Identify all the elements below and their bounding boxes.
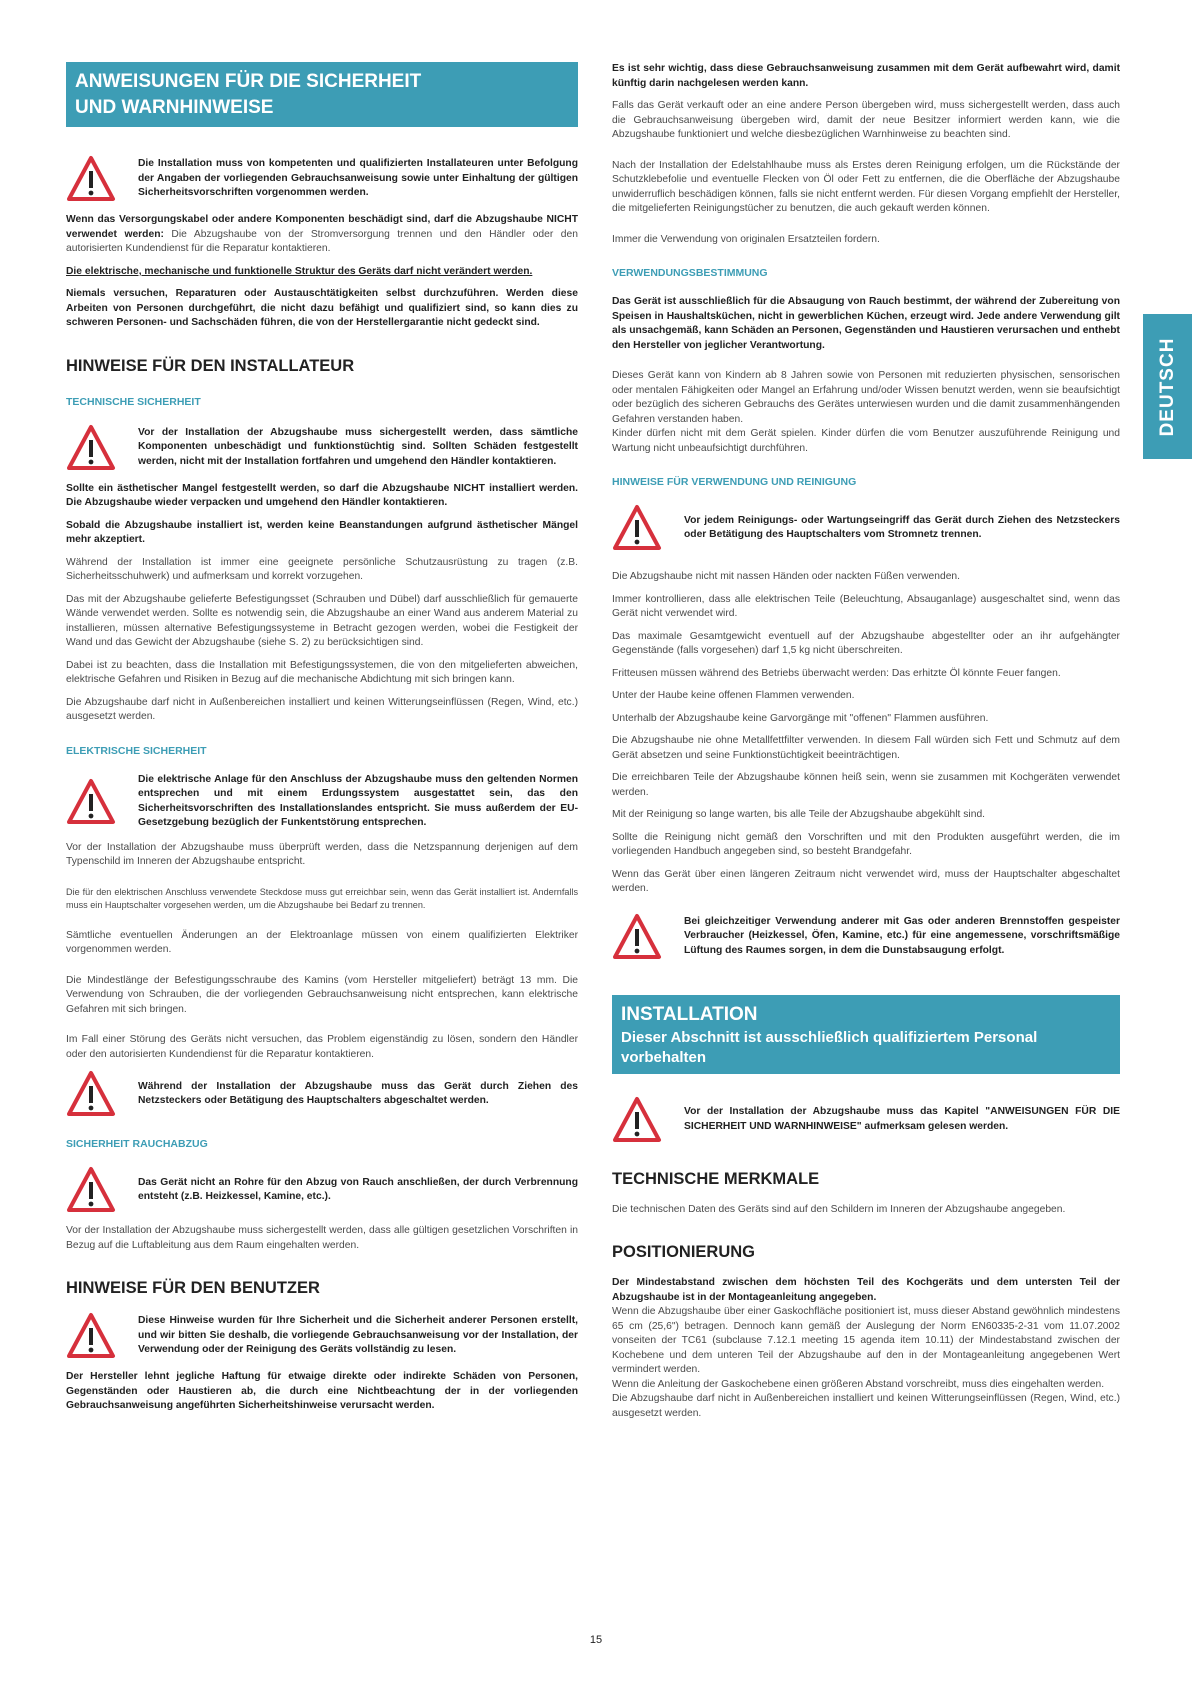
paragraph: Es ist sehr wichtig, dass diese Gebrauchsanweisung zusammen mit dem Gerät aufbewahrt wird, damit künftig darin nachgelesen werden kann. [612,63,1120,89]
warning-block [66,1166,578,1214]
warning-text: Bei gleichzeitiger Verwendung anderer mit Gas oder anderen Brennstoffen gespeister Verbraucher (Heizkessel, Öfen, Kamine, etc.) für eine angemessene, vorschriftsmäßige Lüftung des Raumes sorgen, in dem die Dunstabsaugung erfolgt. [684,915,1120,956]
paragraph: Der Mindestabstand zwischen dem höchsten Teil des Kochgeräts und dem untersten Teil der Abzugshaube ist in der Montageanleitung angegeben. [612,1277,1120,1303]
paragraph: Die Mindestlänge der Befestigungsschraube des Kamins (vom Hersteller mitgeliefert) beträgt 13 mm. Die Verwendung von Schrauben, die der vorliegenden Gebrauchsanweisung nicht entsprechen, kann elektrische Gefahren mit sich bringen. [66,974,578,1015]
paragraph: Wenn die Abzugshaube über einer Gaskochfläche positioniert ist, muss dieser Abstand gewöhnlich mindestens 65 cm (25,6") betragen. Dennoch kann gemäß der Auslegung der Norm EN60335-2-31 vom 11.07.2002 vonseiten der TC61 (subclause 7.12.1 meeting 15 agenda item 10.11) der Mindestabstand zwischen der Kochebene und dem unteren Teil der Abzugshaube auf den in der Montageanleitung angegebenen Wert vermindert werden. [612,1306,1120,1375]
warning-block [66,1312,578,1360]
warning-block [66,773,578,831]
paragraph: Das Gerät ist ausschließlich für die Absaugung von Rauch bestimmt, der während der Zubereitung von Speisen in Haushaltsküchen, nicht in gewerblichen Küchen, erzeugt wird. Jede andere Verwendung gilt als unsachgemäß, kann Schäden an Personen, Gegenständen und Haustieren verursachen und enthebt den Hersteller von jeglicher Verantwortung. [612,296,1120,351]
banner-title-line2: UND WARNHINWEISE [75,97,274,118]
warning-triangle-icon [66,155,116,203]
banner-title: INSTALLATION [621,1003,758,1025]
warning-block [66,1070,578,1118]
safety-banner [66,62,578,127]
language-tab-label: DEUTSCH [1156,337,1178,436]
paragraph: Immer kontrollieren, dass alle elektrischen Teile (Beleuchtung, Absauganlage) ausgeschaltet sind, wenn das Gerät nicht verwendet wird. [612,593,1120,619]
warning-block [612,504,1120,552]
subsection-heading: VERWENDUNGSBESTIMMUNG [612,267,768,279]
warning-text: Diese Hinweise wurden für Ihre Sicherheit und die Sicherheit anderer Personen erstellt, und wir bitten Sie deshalb, die vorliegende Gebrauchsanweisung vor der Installation, der Verwendung oder der Reinigung des Geräts vollständig zu lesen. [138,1315,578,1356]
warning-triangle-icon [612,913,662,961]
warning-text: Während der Installation der Abzugshaube muss das Gerät durch Ziehen des Netzsteckers oder Betätigung des Hauptschalters abgeschaltet werden. [138,1080,578,1106]
warning-triangle-icon [66,1070,116,1118]
section-heading: HINWEISE FÜR DEN BENUTZER [66,1279,320,1297]
bold-lead: Wenn das Versorgungskabel oder andere Komponenten beschädigt sind, darf die Abzugshaube NICHT verwendet werden: [66,214,578,240]
paragraph: Der Hersteller lehnt jegliche Haftung für etwaige direkte oder indirekte Schäden von Personen, Gegenständen oder Haustieren ab, die durch eine Nichtbeachtung der in der vorliegenden Gebrauchsanweisung angeführten Sicherheitshinweise verursacht werden. [66,1371,578,1411]
warning-triangle-icon [66,424,116,472]
warning-text: Die elektrische Anlage für den Anschluss der Abzugshaube muss den geltenden Normen entsprechen und mit einem Erdungssystem ausgestattet sein, das den Sicherheitsvorschriften des Installationslandes entspricht. Sie muss außerdem der EU-Gesetzgebung bezüglich der Funkentstörung entsprechen. [138,773,578,828]
warning-block [612,1096,1120,1144]
warning-block [66,424,578,472]
paragraph: Vor der Installation der Abzugshaube muss überprüft werden, dass die Netzspannung derjenigen auf dem Typenschild im Inneren der Abzugshaube entspricht. [66,841,578,867]
paragraph: Immer die Verwendung von originalen Ersatzteilen fordern. [612,233,880,245]
warning-text: Vor jedem Reinigungs- oder Wartungseingriff das Gerät durch Ziehen des Netzsteckers oder Betätigung des Hauptschalters vom Stromnetz trennen. [684,514,1120,540]
paragraph: Vor der Installation der Abzugshaube muss sichergestellt werden, dass alle gültigen gesetzlichen Vorschriften in Bezug auf die Luftableitung aus dem Raum eingehalten werden. [66,1225,578,1251]
paragraph: Unterhalb der Abzugshaube keine Garvorgänge mit "offenen" Flammen ausführen. [612,712,989,724]
warning-block [66,155,578,203]
paragraph: Nach der Installation der Edelstahlhaube muss als Erstes deren Reinigung erfolgen, um die Rückstände der Schutzklebefolie und eventuelle Flecken von Öl oder Fett zu entfernen, die die Oberfläche der Abzugshaube unwiderruflich beschädigen können, falls sie nicht entfernt werden. Für diesen Vorgang empfiehlt der Hersteller, die mitgelieferten Reinigungstücher zu benutzen, die auch gekauft werden können. [612,159,1120,214]
paragraph: Die Abzugshaube darf nicht in Außenbereichen installiert und keinen Witterungseinflüssen (Regen, Wind, etc.) ausgesetzt werden. [66,696,578,722]
paragraph: Sollte die Reinigung nicht gemäß den Vorschriften und mit den Produkten ausgeführt werden, die im vorliegenden Handbuch angegeben sind, so besteht Brandgefahr. [612,831,1120,857]
banner-subtitle: Dieser Abschnitt ist ausschließlich qualifiziertem Personal vorbehalten [621,1028,1038,1066]
warning-triangle-icon [66,1166,116,1214]
section-heading: HINWEISE FÜR DEN INSTALLATEUR [66,356,355,375]
warning-triangle-icon [66,778,116,826]
warning-text: Vor der Installation der Abzugshaube muss sichergestellt werden, dass sämtliche Komponenten unbeschädigt und funktionstüchtig sind. Sollten Schäden festgestellt werden, nicht mit der Installation fortfahren und umgehend den Händler kontaktieren. [138,426,578,467]
warning-triangle-icon [66,1312,116,1360]
paragraph: Die Abzugshaube darf nicht in Außenbereichen installiert und keinen Witterungseinflüssen (Regen, Wind, etc.) ausgesetzt werden. [612,1393,1120,1419]
paragraph: Wenn das Gerät über einen längeren Zeitraum nicht verwendet wird, muss der Hauptschalter abgeschaltet werden. [612,868,1120,894]
paragraph: Wenn die Anleitung der Gaskochebene einen größeren Abstand vorschreibt, muss dies eingehalten werden. [612,1378,1105,1390]
paragraph-rest: Die Abzugshaube von der Stromversorgung trennen und den Händler oder den autorisierten Kundendienst für die Reparatur kontaktieren. [66,228,578,254]
paragraph: Sämtliche eventuellen Änderungen an der Elektroanlage müssen von einem qualifizierten Elektriker vorgenommen werden. [66,929,578,955]
page-number: 15 [589,1634,603,1646]
right-column [612,62,1120,1429]
warning-text: Das Gerät nicht an Rohre für den Abzug von Rauch anschließen, der durch Verbrennung entsteht (z.B. Heizkessel, Kamine, etc.). [138,1176,578,1202]
subsection-heading: ELEKTRISCHE SICHERHEIT [66,744,207,757]
paragraph: Die technischen Daten des Geräts sind auf den Schildern im Inneren der Abzugshaube angegeben. [612,1203,1066,1215]
paragraph: Das maximale Gesamtgewicht eventuell auf der Abzugshaube abgestellter oder an ihr aufgehängter Gegenstände (falls vorgesehen) darf 1,5 kg nicht überschreiten. [612,630,1120,656]
subsection-heading: TECHNISCHE SICHERHEIT [66,395,201,408]
paragraph: Die Abzugshaube nicht mit nassen Händen oder nackten Füßen verwenden. [612,571,961,582]
paragraph: Die Abzugshaube nie ohne Metallfettfilter verwenden. In diesem Fall würden sich Fett und Schmutz auf dem Gerät absetzen und seine Funktionstüchtigkeit beeinträchtigen. [612,735,1120,761]
subsection-heading: HINWEISE FÜR VERWENDUNG UND REINIGUNG [612,476,857,488]
language-tab [1143,314,1192,459]
paragraph: Falls das Gerät verkauft oder an eine andere Person übergeben wird, muss sichergestellt werden, dass auch die Gebrauchsanweisung übergeben wird, damit der neue Besitzer informiert werden kann, wie die Abzugshaube funktioniert und welche diesbezüglichen Warnhinweise zu beachten sind. [612,100,1120,140]
warning-block [612,913,1120,961]
banner-title-line1: ANWEISUNGEN FÜR DIE SICHERHEIT [75,71,422,92]
paragraph: Sobald die Abzugshaube installiert ist, werden keine Beanstandungen aufgrund ästhetischer Mängel mehr akzeptiert. [66,519,578,545]
paragraph: Das mit der Abzugshaube gelieferte Befestigungsset (Schrauben und Dübel) darf ausschließlich für gemauerte Wände verwendet werden. Sollte es notwendig sein, die Abzugshaube an einer Wand aus anderem Material zu installieren, müssen alternative Befestigungssysteme in Betracht gezogen werden, wobei die Festigkeit der Wand und das Gewicht der Abzugshaube (siehe S. 2) zu berücksichtigen sind. [66,593,578,648]
paragraph-underlined [66,265,578,280]
paragraph: Die erreichbaren Teile der Abzugshaube können heiß sein, wenn sie zusammen mit Kochgeräten verwendet werden. [612,772,1120,798]
paragraph: Unter der Haube keine offenen Flammen verwenden. [612,690,855,701]
paragraph [66,213,578,257]
paragraph: Mit der Reinigung so lange warten, bis alle Teile der Abzugshaube abgekühlt sind. [612,809,986,820]
underlined-text: Die elektrische, mechanische und funktionelle Struktur des Geräts darf nicht verändert werden. [66,265,533,277]
installation-banner [612,995,1120,1074]
paragraph: Dieses Gerät kann von Kindern ab 8 Jahren sowie von Personen mit reduzierten physischen, sensorischen oder mentalen Fähigkeiten oder Mangel an Erfahrung und/oder Wissen benutzt werden, wenn sie beaufsichtigt oder bezüglich des sicheren Gebrauchs des Gerätes unterwiesen wurden und die damit zusammenhängenden Gefahren verstanden haben. [612,370,1120,425]
paragraph: Während der Installation ist immer eine geeignete persönliche Schutzausrüstung zu tragen (z.B. Sicherheitsschuhwerk) und aufmerksam und korrekt vorzugehen. [66,556,578,582]
paragraph: Sollte ein ästhetischer Mangel festgestellt werden, so darf die Abzugshaube NICHT installiert werden. Die Abzugshaube wieder verpacken und umgehend den Händler kontaktieren. [66,482,578,508]
subsection-heading: SICHERHEIT RAUCHABZUG [66,1138,208,1150]
left-column [66,62,578,1422]
warning-text: Die Installation muss von kompetenten und qualifizierten Installateuren unter Befolgung der Angaben der vorliegenden Gebrauchsanweisung sowie unter Einhaltung der gültigen Sicherheitsvorschriften vorgenommen werden. [138,158,578,199]
paragraph: Dabei ist zu beachten, dass die Installation mit Befestigungssystemen, die von den mitgelieferten abweichen, elektrische Gefahren und Risiken in Bezug auf die mechanische Abdichtung mit sich bringen kann. [66,659,578,685]
warning-text: Vor der Installation der Abzugshaube muss das Kapitel "ANWEISUNGEN FÜR DIE SICHERHEIT UND WARNHINWEISE" aufmerksam gelesen werden. [684,1106,1120,1132]
paragraph-small: Die für den elektrischen Anschluss verwendete Steckdose muss gut erreichbar sein, wenn das Gerät installiert ist. Andernfalls muss ein Hauptschalter vorgesehen werden, um die Abzugshaube bei Bedarf zu trennen. [66,886,578,910]
paragraph: Fritteusen müssen während des Betriebs überwacht werden: Das erhitzte Öl könnte Feuer fangen. [612,667,1061,679]
warning-triangle-icon [612,1096,662,1144]
section-heading: TECHNISCHE MERKMALE [612,1169,820,1188]
section-heading: POSITIONIERUNG [612,1243,756,1261]
paragraph: Im Fall einer Störung des Geräts nicht versuchen, das Problem eigenständig zu lösen, sondern den Händler oder den autorisierten Kundendienst für die Reparatur kontaktieren. [66,1034,578,1060]
paragraph: Kinder dürfen nicht mit dem Gerät spielen. Kinder dürfen die vom Benutzer auszuführende Reinigung und Wartung nicht unbeaufsichtigt durchführen. [612,428,1120,454]
paragraph: Niemals versuchen, Reparaturen oder Austauschtätigkeiten selbst durchzuführen. Werden diese Arbeiten von Personen durchgeführt, die nicht dazu befähigt und qualifiziert sind, so kann dies zu schweren Personen- und Sachschäden führen, die von der Herstellergarantie nicht gedeckt sind. [66,288,578,328]
warning-triangle-icon [612,504,662,552]
